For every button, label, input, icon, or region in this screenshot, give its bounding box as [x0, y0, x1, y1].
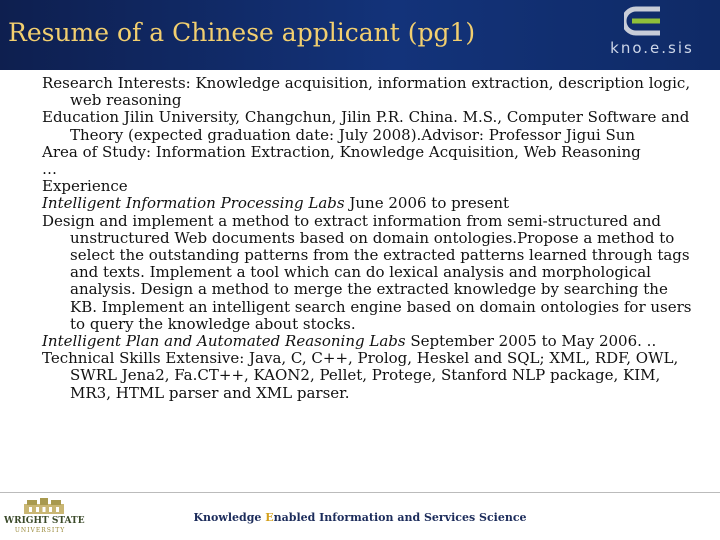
experience-entry-2: [42, 333, 692, 350]
education: Education Jilin University, Changchun, Jilin P.R. China. M.S., Computer Software and Theory (expected graduation date: July 2008).Advisor: Professor Jigui Sun: [42, 108, 690, 144]
experience-1-description: Design and implement a method to extract information from semi-structured and unstructured Web documents based on domain ontologies.Propose a method to select the outstanding patterns from the extracted patterns learned through tags and texts. Implement a tool which can do lexical analysis and morphological analysis. Design a method to merge the extracted knowledge by searching the KB. Implement an intelligent search engine based on domain ontologies for users to query the knowledge about stocks.: [42, 211, 692, 333]
experience-entry-1: [42, 195, 692, 212]
university-sub: UNIVERSITY: [14, 527, 66, 534]
experience-2-org: Intelligent Plan and Automated Reasoning Labs: [42, 332, 406, 351]
slide-title: Resume of a Chinese applicant (pg1): [8, 18, 476, 47]
experience-heading: Experience: [42, 177, 128, 196]
experience-1-org: Intelligent Information Processing Labs: [42, 194, 345, 213]
tagline-rest: nabled Information and Services Science: [273, 511, 527, 524]
research-interests: Research Interests: Knowledge acquisition, information extraction, description logic, web reasoning: [42, 74, 691, 110]
footer-tagline: [0, 511, 720, 524]
experience-2-dates: September 2005 to May 2006. ..: [405, 332, 657, 351]
tagline-knowledge: Knowledge: [193, 511, 266, 524]
knoesis-logo: [596, 6, 708, 62]
tagline-e: E: [265, 511, 274, 524]
technical-skills: Technical Skills Extensive: Java, C, C++, Prolog, Heskel and SQL; XML, RDF, OWL, SWRL Jena2, Fa.CT++, KAON2, Pellet, Protege, Stanford NLP package, KIM, MR3, HTML parser and XML parser.: [42, 349, 679, 402]
ellipsis-line: …: [42, 160, 57, 179]
university-name: WRIGHT STATE: [4, 516, 85, 526]
knoesis-mark-icon: [624, 6, 664, 36]
resume-content: [42, 75, 692, 402]
knoesis-logo-text: kno.e.sis: [610, 39, 694, 57]
slide-header: [0, 0, 720, 70]
experience-1-dates: June 2006 to present: [344, 194, 510, 213]
footer-divider: [0, 492, 720, 493]
area-of-study: Area of Study: Information Extraction, Knowledge Acquisition, Web Reasoning: [42, 142, 641, 161]
